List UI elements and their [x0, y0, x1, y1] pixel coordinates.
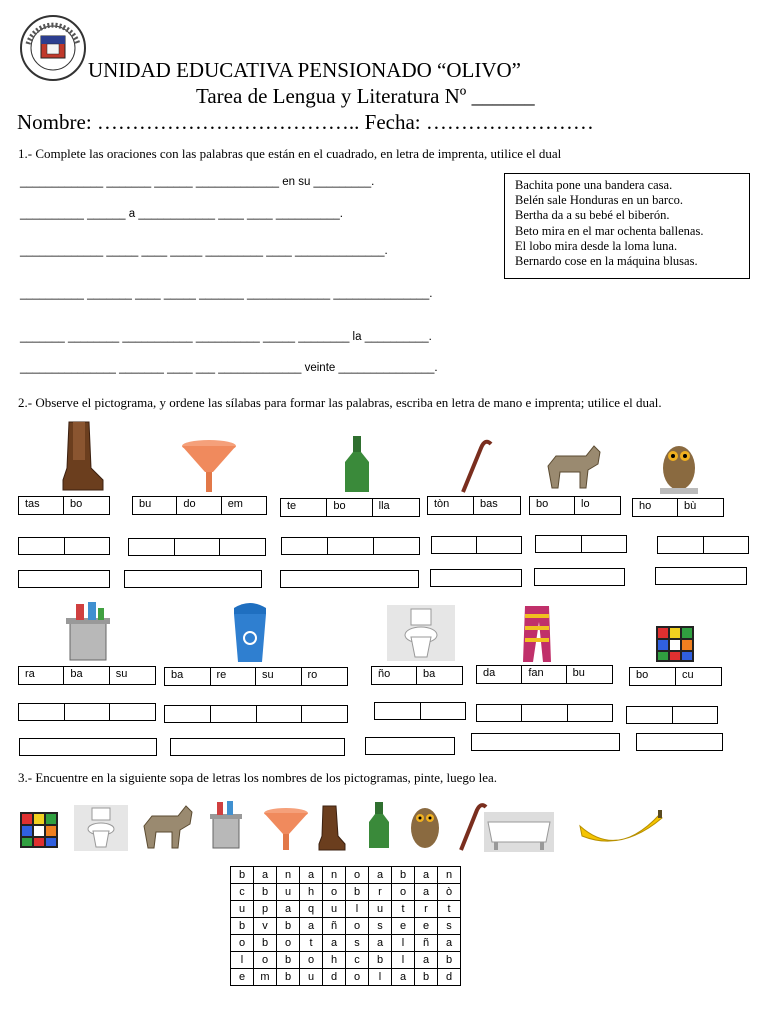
trash-can-icon — [56, 600, 120, 662]
grid-letter-cell[interactable]: a — [438, 935, 461, 952]
grid-row — [231, 952, 461, 969]
funnel-icon — [262, 806, 310, 852]
section1-instruction: 1.- Complete las oraciones con las palabras que están en el cuadrado, en letra de imprenta, utilice el dual — [18, 146, 562, 161]
sentence-line[interactable]: __________ ______ a ____________ ____ ____ __________. — [20, 208, 343, 220]
grid-letter-cell[interactable]: p — [254, 901, 277, 918]
grid-letter-cell[interactable]: b — [277, 918, 300, 935]
answer-word-field[interactable] — [19, 738, 157, 756]
answer-syllable-cells[interactable] — [626, 706, 718, 724]
boot-icon — [55, 420, 105, 494]
grid-letter-cell[interactable]: b — [346, 884, 369, 901]
word-box-line: El lobo mira desde la loma luna. — [515, 238, 678, 253]
school-seal-logo — [18, 14, 88, 82]
syllable: lla — [378, 500, 390, 512]
grid-letter-cell[interactable]: o — [323, 884, 346, 901]
owl-icon — [404, 800, 446, 852]
syllable: ho — [633, 499, 678, 516]
answer-syllable-cells[interactable] — [281, 537, 420, 555]
grid-letter-cell[interactable]: b — [254, 884, 277, 901]
grid-letter-cell[interactable]: l — [346, 901, 369, 918]
grid-letter-cell[interactable]: q — [300, 901, 323, 918]
grid-letter-cell[interactable]: l — [231, 952, 254, 969]
syllable-box — [280, 498, 420, 517]
grid-letter-cell[interactable]: t — [300, 935, 323, 952]
funnel-icon — [180, 438, 238, 494]
syllable: lo — [581, 498, 590, 510]
grid-row — [231, 901, 461, 918]
recycle-bin-icon — [228, 600, 272, 664]
syllable-box — [132, 496, 267, 515]
grid-letter-cell[interactable]: o — [346, 969, 369, 986]
scarf-icon — [515, 602, 559, 666]
grid-letter-cell[interactable]: e — [231, 969, 254, 986]
grid-letter-cell[interactable]: a — [369, 867, 392, 884]
syllable: te — [281, 499, 327, 516]
grid-letter-cell[interactable]: h — [323, 952, 346, 969]
trash-can-icon — [203, 800, 249, 850]
grid-letter-cell[interactable]: h — [300, 884, 323, 901]
syllable: bo — [630, 668, 676, 685]
word-box — [504, 173, 750, 279]
syllable: ra — [19, 667, 64, 684]
banana-icon — [578, 808, 664, 852]
grid-letter-cell[interactable]: r — [415, 901, 438, 918]
toilet-icon — [387, 605, 455, 661]
syllable-box — [18, 666, 156, 685]
syllable-box — [632, 498, 724, 517]
grid-letter-cell[interactable]: b — [231, 918, 254, 935]
grid-letter-cell[interactable]: b — [277, 952, 300, 969]
grid-letter-cell[interactable]: a — [254, 867, 277, 884]
syllable: da — [477, 666, 522, 683]
grid-letter-cell[interactable]: b — [369, 952, 392, 969]
grid-letter-cell[interactable]: u — [369, 901, 392, 918]
grid-row — [231, 867, 461, 884]
grid-letter-cell[interactable]: v — [254, 918, 277, 935]
word-box-line: Belén sale Honduras en un barco. — [515, 193, 683, 208]
grid-letter-cell[interactable]: s — [438, 918, 461, 935]
syllable: ba — [423, 668, 436, 680]
syllable-box — [427, 496, 521, 515]
word-box-line: Bachita pone una bandera casa. — [515, 178, 673, 192]
grid-letter-cell[interactable]: l — [369, 969, 392, 986]
answer-syllable-cells[interactable] — [164, 705, 348, 723]
bottle-icon — [342, 434, 372, 494]
wolf-icon — [542, 440, 604, 492]
name-date-line[interactable]: Nombre: ……………………………….. Fecha: …………………… — [17, 110, 594, 134]
grid-letter-cell[interactable]: a — [392, 969, 415, 986]
grid-row — [231, 918, 461, 935]
syllable: su — [115, 668, 128, 680]
grid-letter-cell[interactable]: r — [369, 884, 392, 901]
answer-word-field[interactable] — [365, 737, 455, 755]
word-box-line: Bertha da a su bebé el biberón. — [515, 208, 670, 223]
grid-letter-cell[interactable]: a — [300, 918, 323, 935]
grid-letter-cell[interactable]: b — [254, 935, 277, 952]
grid-letter-cell[interactable]: a — [415, 952, 438, 969]
school-title: UNIDAD EDUCATIVA PENSIONADO “OLIVO” — [88, 58, 521, 82]
grid-letter-cell[interactable]: s — [346, 935, 369, 952]
syllable-box — [476, 665, 613, 684]
task-title: Tarea de Lengua y Literatura Nº ______ — [196, 84, 535, 108]
answer-syllable-cells[interactable] — [18, 703, 156, 721]
syllable: bo — [530, 497, 575, 514]
answer-word-field[interactable] — [655, 567, 747, 585]
grid-letter-cell[interactable]: b — [438, 952, 461, 969]
grid-letter-cell[interactable]: n — [438, 867, 461, 884]
grid-letter-cell[interactable]: c — [346, 952, 369, 969]
syllable: em — [227, 498, 243, 510]
grid-row — [231, 935, 461, 952]
grid-row — [231, 884, 461, 901]
grid-letter-cell[interactable]: u — [300, 969, 323, 986]
syllable-box — [629, 667, 722, 686]
section3-instruction: 3.- Encuentre en la siguiente sopa de letras los nombres de los pictogramas, pinte, luego lea. — [18, 770, 498, 785]
grid-letter-cell[interactable]: a — [300, 867, 323, 884]
grid-letter-cell[interactable]: o — [346, 867, 369, 884]
grid-row — [231, 969, 461, 986]
syllable: do — [177, 497, 221, 514]
word-box-line: Bernardo cose en la máquina blusas. — [515, 254, 698, 269]
grid-letter-cell[interactable]: ñ — [323, 918, 346, 935]
syllable-box — [18, 496, 110, 515]
grid-letter-cell[interactable]: c — [231, 884, 254, 901]
grid-letter-cell[interactable]: e — [415, 918, 438, 935]
grid-letter-cell[interactable]: n — [323, 867, 346, 884]
answer-word-field[interactable] — [280, 570, 419, 588]
sentence-line[interactable]: _____________ _____ ____ _____ _________ ____ ______________. — [20, 245, 388, 257]
grid-letter-cell[interactable]: a — [415, 867, 438, 884]
word-box-line: Beto mira en el mar ochenta ballenas. — [515, 223, 704, 238]
answer-syllable-cells[interactable] — [374, 702, 466, 720]
grid-letter-cell[interactable]: t — [438, 901, 461, 918]
answer-syllable-cells[interactable] — [128, 538, 266, 556]
syllable: ba — [165, 668, 211, 685]
syllable: su — [256, 668, 302, 685]
answer-word-field[interactable] — [124, 570, 262, 588]
grid-letter-cell[interactable]: a — [277, 901, 300, 918]
rubik-cube-icon — [18, 810, 60, 850]
answer-word-field[interactable] — [534, 568, 625, 586]
grid-letter-cell[interactable]: u — [277, 884, 300, 901]
syllable: ro — [307, 669, 318, 681]
syllable: ba — [64, 667, 109, 684]
grid-letter-cell[interactable]: o — [346, 918, 369, 935]
syllable-box — [529, 496, 621, 515]
syllable: fan — [522, 666, 566, 683]
cane-icon — [455, 436, 495, 494]
sentence-line[interactable]: _____________ _______ ______ _____________ en su _________. — [20, 176, 375, 188]
grid-letter-cell[interactable]: t — [392, 901, 415, 918]
bathtub-icon — [484, 812, 554, 852]
grid-letter-cell[interactable]: a — [415, 884, 438, 901]
syllable: tas — [19, 497, 64, 514]
grid-letter-cell[interactable]: ñ — [415, 935, 438, 952]
syllable: bo — [327, 499, 372, 516]
syllable: cu — [682, 669, 694, 681]
answer-syllable-cells[interactable] — [657, 536, 749, 554]
grid-letter-cell[interactable]: l — [392, 952, 415, 969]
sentence-line[interactable]: _______________ _______ ____ ___ _____________ veinte _______________. — [20, 362, 438, 374]
grid-letter-cell[interactable]: a — [323, 935, 346, 952]
bottle-icon — [366, 800, 392, 850]
grid-letter-cell[interactable]: ò — [438, 884, 461, 901]
answer-syllable-cells[interactable] — [18, 537, 110, 555]
answer-word-field[interactable] — [18, 570, 110, 588]
grid-letter-cell[interactable]: o — [392, 884, 415, 901]
syllable: re — [211, 668, 257, 685]
answer-word-field[interactable] — [636, 733, 723, 751]
grid-letter-cell[interactable]: o — [231, 935, 254, 952]
grid-letter-cell[interactable]: b — [231, 867, 254, 884]
grid-letter-cell[interactable]: o — [277, 935, 300, 952]
grid-letter-cell[interactable]: o — [300, 952, 323, 969]
syllable: ño — [372, 667, 417, 684]
grid-letter-cell[interactable]: b — [277, 969, 300, 986]
answer-word-field[interactable] — [430, 569, 522, 587]
owl-icon — [654, 434, 704, 494]
syllable: bù — [684, 500, 697, 512]
grid-letter-cell[interactable]: a — [369, 935, 392, 952]
grid-letter-cell[interactable]: b — [392, 867, 415, 884]
section2-instruction: 2.- Observe el pictograma, y ordene las sílabas para formar las palabras, escriba en letra de mano e imprenta; utilice el dual. — [18, 395, 662, 410]
rubik-cube-icon — [654, 624, 696, 664]
grid-letter-cell[interactable]: s — [369, 918, 392, 935]
syllable: bo — [70, 498, 83, 510]
answer-word-field[interactable] — [471, 733, 620, 751]
toilet-icon — [74, 805, 128, 851]
grid-letter-cell[interactable]: o — [254, 952, 277, 969]
grid-letter-cell[interactable]: b — [415, 969, 438, 986]
answer-syllable-cells[interactable] — [535, 535, 627, 553]
syllable: bas — [480, 498, 498, 510]
grid-letter-cell[interactable]: u — [231, 901, 254, 918]
grid-letter-cell[interactable]: d — [438, 969, 461, 986]
answer-syllable-cells[interactable] — [476, 704, 613, 722]
grid-letter-cell[interactable]: l — [392, 935, 415, 952]
grid-letter-cell[interactable]: m — [254, 969, 277, 986]
grid-letter-cell[interactable]: u — [323, 901, 346, 918]
wolf-icon — [140, 802, 194, 850]
answer-syllable-cells[interactable] — [431, 536, 522, 554]
grid-letter-cell[interactable]: d — [323, 969, 346, 986]
grid-letter-cell[interactable]: n — [277, 867, 300, 884]
syllable-box — [371, 666, 463, 685]
answer-word-field[interactable] — [170, 738, 345, 756]
syllable-box — [164, 667, 348, 686]
syllable: tòn — [428, 497, 474, 514]
boot-icon — [316, 804, 346, 852]
grid-letter-cell[interactable]: e — [392, 918, 415, 935]
syllable: bu — [133, 497, 177, 514]
word-search-grid — [230, 866, 461, 986]
sentence-line[interactable]: _______ ________ ___________ __________ _____ ________ la __________. — [20, 331, 432, 343]
sentence-line[interactable]: __________ _______ ____ _____ _______ _____________ _______________. — [20, 288, 433, 300]
syllable: bu — [572, 667, 585, 679]
